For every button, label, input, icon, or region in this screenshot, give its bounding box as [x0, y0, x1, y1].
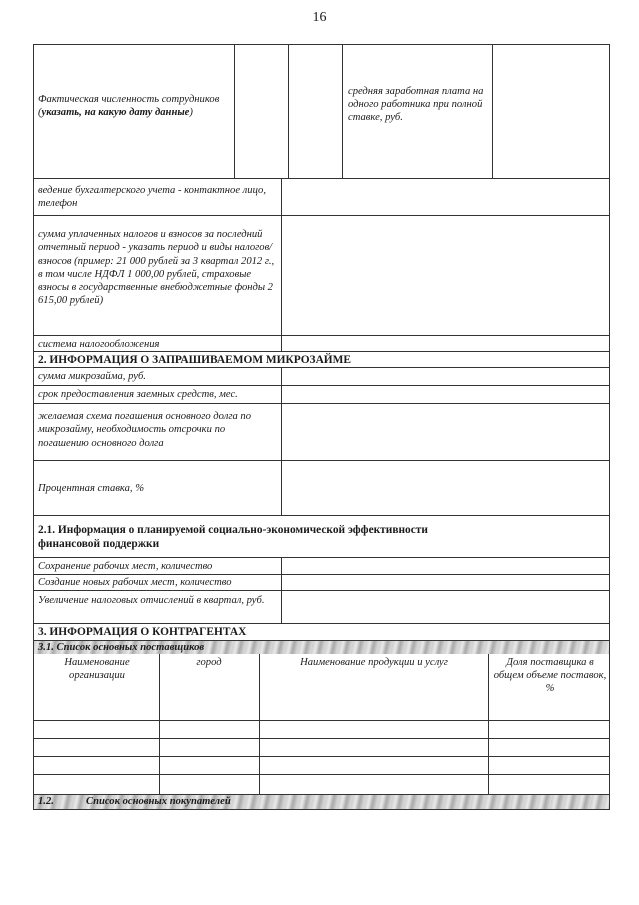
staff-count-label: Фактическая численность сотрудников (указать, на какую дату данные): [38, 94, 220, 118]
accounting-contact-row: ведение бухгалтерского учета - контактное лицо, телефон: [34, 178, 609, 215]
tax-system-row: система налогообложения: [34, 335, 609, 351]
table-row: [34, 756, 609, 757]
application-form-table: [33, 44, 610, 810]
jobs-created-row: Создание новых рабочих мест, количество: [34, 574, 609, 590]
header-supplier-share: Доля поставщика в общем объеме поставок, %: [493, 657, 607, 694]
interest-rate-row: Процентная ставка, %: [34, 460, 609, 515]
suppliers-band-title: 3.1. Список основных поставщиков: [38, 642, 205, 653]
header-city: город: [196, 657, 222, 668]
section21-title-row: [34, 515, 609, 557]
page-number: 16: [312, 10, 327, 25]
avg-salary-label: средняя заработная плата на одного работника при полной ставке, руб.: [348, 86, 484, 123]
table-row: [34, 774, 609, 775]
suppliers-table: [34, 654, 609, 794]
jobs-kept-row: Сохранение рабочих мест, количество: [34, 557, 609, 574]
section2-title: 2. ИНФОРМАЦИЯ О ЗАПРАШИВАЕМОМ МИКРОЗАЙМЕ: [38, 354, 352, 366]
section3-title-row: [34, 623, 609, 640]
loan-term-row: срок предоставления заемных средств, мес.: [34, 385, 609, 403]
section21-title: 2.1. Информация о планируемой социально-экономической эффективности финансовой поддержки: [38, 524, 428, 550]
table-row: [34, 720, 609, 721]
taxes-paid-row: сумма уплаченных налогов и взносов за последний отчетный период - указать период и виды налогов/взносов (пример: 21 000 рублей за 3 квартал 2012 г., в том числе НДФЛ 1 000,00 рублей, страховые взносы в государственные внебюджетные фонды 2 615,00 рублей): [34, 215, 609, 335]
section3-title: 3. ИНФОРМАЦИЯ О КОНТРАГЕНТАХ: [38, 626, 247, 638]
suppliers-band: [34, 640, 609, 654]
buyers-band: [34, 794, 609, 809]
tax-increase-row: Увеличение налоговых отчислений в квартал, руб.: [34, 590, 609, 623]
staff-salary-row: [34, 45, 609, 178]
section2-title-row: [34, 351, 609, 367]
header-products: Наименование продукции и услуг: [300, 657, 448, 668]
loan-amount-row: сумма микрозайма, руб.: [34, 367, 609, 385]
buyers-band-title: Список основных покупателей: [86, 796, 231, 807]
header-org-name: Наименование организации: [64, 657, 130, 681]
buyers-band-number: 1.2.: [38, 796, 54, 807]
repayment-scheme-row: желаемая схема погашения основного долга по микрозайму, необходимость отсрочки по погашению основного долга: [34, 403, 609, 460]
table-row: [34, 738, 609, 739]
